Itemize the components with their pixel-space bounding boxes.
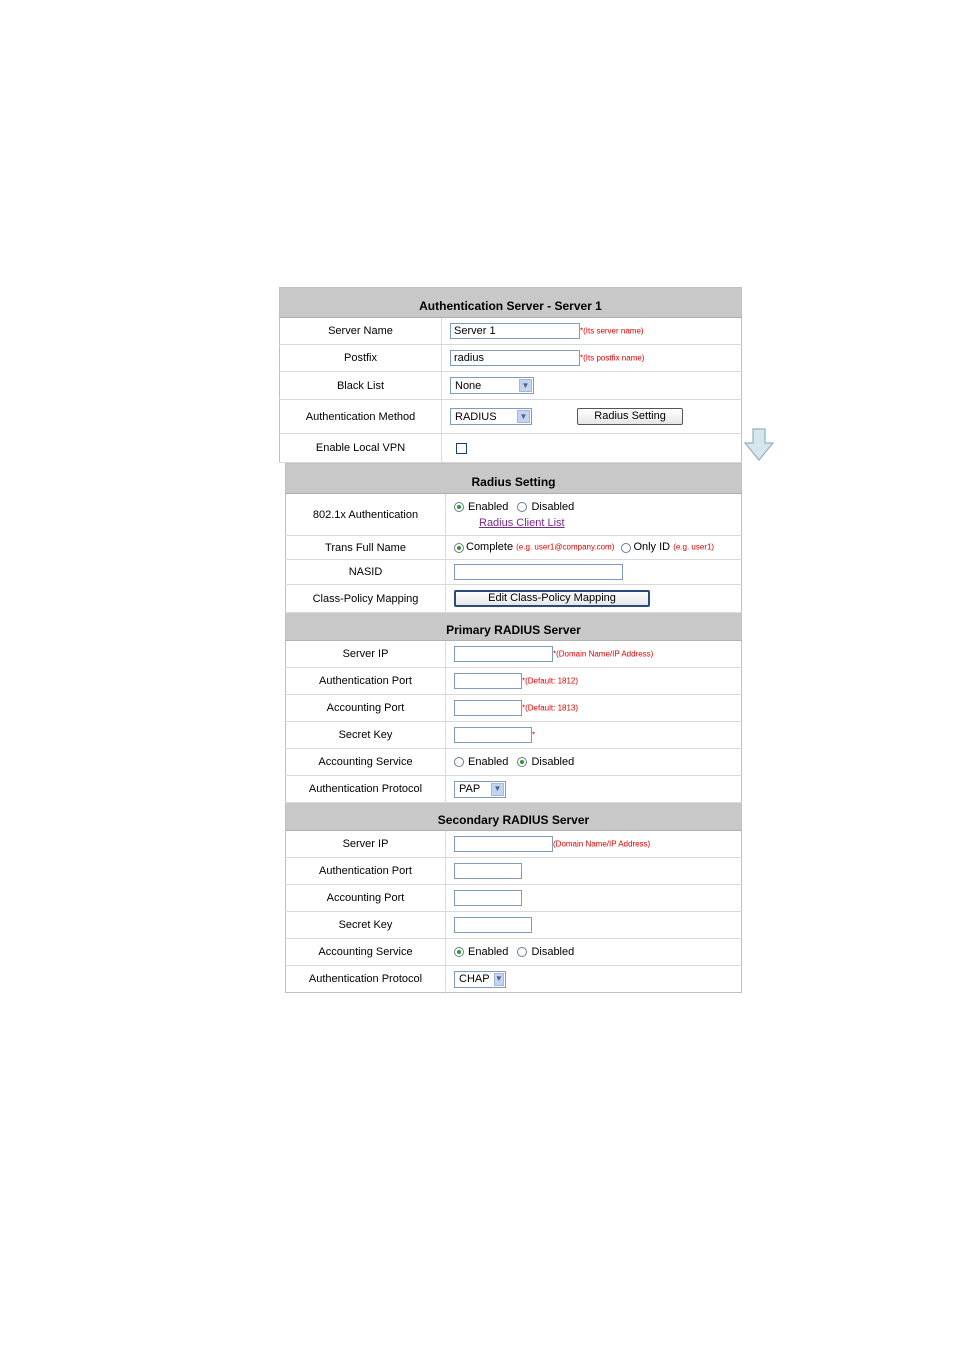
primary-server-ip-hint: *(Domain Name/IP Address)	[553, 649, 654, 659]
trans-only-id-hint: (e.g. user1)	[673, 543, 715, 553]
class-policy-label: Class-Policy Mapping	[286, 585, 446, 613]
dot1x-enabled-radio[interactable]	[454, 502, 464, 512]
dot1x-disabled-label: Disabled	[531, 500, 575, 513]
primary-auth-port-input[interactable]	[454, 673, 522, 689]
primary-auth-port-hint: *(Default: 1812)	[522, 676, 579, 686]
secondary-auth-port-input[interactable]	[454, 863, 522, 879]
nasid-input[interactable]	[454, 564, 623, 580]
secondary-acct-disabled-radio[interactable]	[517, 947, 527, 957]
auth-method-label: Authentication Method	[280, 400, 442, 434]
secondary-acct-port-label: Accounting Port	[286, 885, 446, 912]
server-name-input[interactable]: Server 1	[450, 323, 580, 339]
primary-acct-enabled-radio[interactable]	[454, 757, 464, 767]
postfix-label: Postfix	[280, 345, 442, 372]
secondary-title: Secondary RADIUS Server	[286, 803, 742, 831]
radius-setting-title: Radius Setting	[286, 464, 742, 494]
primary-acct-disabled-label: Disabled	[531, 756, 575, 769]
secondary-server-ip-hint: (Domain Name/IP Address)	[553, 839, 651, 849]
nasid-label: NASID	[286, 560, 446, 585]
primary-secret-key-input[interactable]	[454, 727, 532, 743]
secondary-acct-port-input[interactable]	[454, 890, 522, 906]
secondary-acct-enabled-label: Enabled	[468, 946, 509, 959]
dot1x-disabled-radio[interactable]	[517, 502, 527, 512]
secondary-secret-key-input[interactable]	[454, 917, 532, 933]
primary-server-ip-input[interactable]	[454, 646, 553, 662]
black-list-label: Black List	[280, 372, 442, 400]
server-name-hint: *(Its server name)	[580, 326, 644, 336]
secondary-auth-protocol-label: Authentication Protocol	[286, 966, 446, 993]
radius-setting-button[interactable]: Radius Setting	[577, 408, 683, 425]
auth-server-title: Authentication Server - Server 1	[280, 288, 742, 318]
primary-acct-enabled-label: Enabled	[468, 756, 509, 769]
trans-complete-label: Complete	[466, 541, 514, 554]
primary-acct-service-label: Accounting Service	[286, 749, 446, 776]
primary-auth-port-label: Authentication Port	[286, 668, 446, 695]
postfix-hint: *(Its postfix name)	[580, 353, 645, 363]
trans-complete-radio[interactable]	[454, 543, 464, 553]
primary-secret-key-hint: *	[532, 730, 536, 740]
dot1x-label: 802.1x Authentication	[286, 494, 446, 536]
primary-auth-protocol-select[interactable]	[454, 781, 506, 798]
postfix-input[interactable]: radius	[450, 350, 580, 366]
secondary-acct-service-label: Accounting Service	[286, 939, 446, 966]
trans-only-id-label: Only ID	[633, 541, 671, 554]
chevron-down-icon: ▼	[517, 410, 530, 423]
local-vpn-label: Enable Local VPN	[280, 434, 442, 463]
secondary-secret-key-label: Secret Key	[286, 912, 446, 939]
primary-acct-port-label: Accounting Port	[286, 695, 446, 722]
radius-client-list-link[interactable]: Radius Client List	[479, 516, 565, 529]
secondary-server-ip-input[interactable]	[454, 836, 553, 852]
radius-setting-panel	[285, 463, 742, 993]
trans-only-id-radio[interactable]	[621, 543, 631, 553]
auth-method-value: RADIUS	[455, 410, 497, 423]
secondary-server-ip-label: Server IP	[286, 831, 446, 858]
black-list-value: None	[455, 379, 482, 392]
server-name-label: Server Name	[280, 318, 442, 345]
chevron-down-icon: ▼	[494, 973, 504, 986]
secondary-acct-disabled-label: Disabled	[531, 946, 575, 959]
secondary-auth-port-label: Authentication Port	[286, 858, 446, 885]
secondary-acct-enabled-radio[interactable]	[454, 947, 464, 957]
primary-secret-key-label: Secret Key	[286, 722, 446, 749]
primary-acct-disabled-radio[interactable]	[517, 757, 527, 767]
chevron-down-icon: ▼	[491, 783, 504, 796]
black-list-select[interactable]	[450, 377, 534, 394]
secondary-auth-protocol-select[interactable]	[454, 971, 506, 988]
primary-title: Primary RADIUS Server	[286, 613, 742, 641]
primary-server-ip-label: Server IP	[286, 641, 446, 668]
primary-acct-port-hint: *(Default: 1813)	[522, 703, 579, 713]
chevron-down-icon: ▼	[519, 379, 532, 392]
arrow-down-icon	[744, 428, 774, 462]
dot1x-enabled-label: Enabled	[468, 500, 509, 513]
auth-server-panel	[279, 287, 742, 463]
edit-class-policy-button[interactable]: Edit Class-Policy Mapping	[454, 590, 650, 607]
auth-method-select[interactable]	[450, 408, 532, 425]
trans-complete-hint: (e.g. user1@company.com)	[516, 543, 615, 553]
local-vpn-checkbox[interactable]	[456, 443, 467, 454]
secondary-auth-protocol-value: CHAP	[459, 973, 490, 985]
primary-auth-protocol-value: PAP	[459, 783, 481, 795]
trans-full-name-label: Trans Full Name	[286, 536, 446, 560]
primary-acct-port-input[interactable]	[454, 700, 522, 716]
primary-auth-protocol-label: Authentication Protocol	[286, 776, 446, 803]
